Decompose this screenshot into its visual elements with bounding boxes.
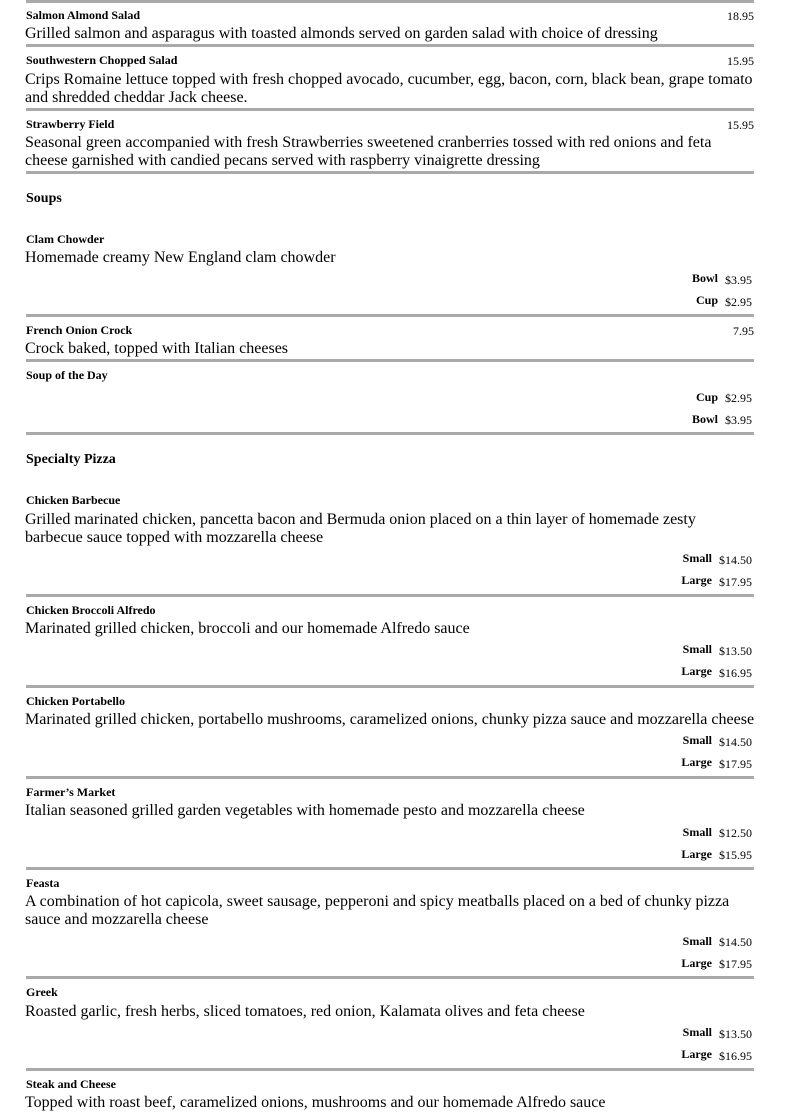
item-name: Salmon Almond Salad	[26, 8, 141, 22]
divider	[26, 432, 754, 435]
size-price: $2.95	[725, 295, 752, 309]
size-price: $15.95	[719, 848, 752, 862]
size-price: $17.95	[719, 957, 752, 971]
size-label: Small	[682, 934, 712, 948]
item-price: 7.95	[733, 324, 754, 338]
item-name: Strawberry Field	[26, 117, 115, 131]
size-label: Small	[682, 733, 712, 747]
size-label: Bowl	[691, 271, 718, 285]
size-price: $13.50	[719, 644, 752, 658]
divider	[26, 776, 754, 779]
size-price: $2.95	[725, 391, 752, 405]
divider	[26, 867, 754, 870]
item-price: 15.95	[727, 54, 754, 68]
item-name: Chicken Barbecue	[26, 493, 121, 507]
divider	[26, 0, 754, 3]
size-price: $17.95	[719, 757, 752, 771]
item-name: Soup of the Day	[26, 368, 108, 382]
item-description: Homemade creamy New England clam chowder	[25, 249, 336, 266]
item-description: Crock baked, topped with Italian cheeses	[25, 340, 289, 357]
item-name: Southwestern Chopped Salad	[26, 53, 178, 67]
size-label: Large	[681, 573, 712, 587]
item-description: Seasonal green accompanied with fresh Strawberries sweetened cranberries tossed with red onions and feta cheese garnished with candied pecans served with raspberry vinaigrette dressing	[25, 134, 712, 169]
item-name: Chicken Portabello	[26, 694, 125, 708]
divider	[26, 314, 754, 317]
item-name: Greek	[26, 985, 58, 999]
size-price: $3.95	[725, 273, 752, 287]
item-name: Steak and Cheese	[26, 1077, 117, 1091]
size-price: $14.50	[719, 735, 752, 749]
size-label: Large	[681, 847, 712, 861]
section-title-pizza: Specialty Pizza	[26, 452, 116, 467]
size-price: $12.50	[719, 826, 752, 840]
item-description: Roasted garlic, fresh herbs, sliced tomatoes, red onion, Kalamata olives and feta cheese	[25, 1003, 585, 1020]
size-price: $16.95	[719, 666, 752, 680]
size-label: Cup	[695, 390, 718, 404]
size-price: $14.50	[719, 935, 752, 949]
size-price: $14.50	[719, 553, 752, 567]
item-description: Marinated grilled chicken, broccoli and our homemade Alfredo sauce	[25, 620, 470, 637]
item-name: Feasta	[26, 876, 60, 890]
size-price: $3.95	[725, 413, 752, 427]
item-description: Crips Romaine lettuce topped with fresh chopped avocado, cucumber, egg, bacon, corn, black bean, grape tomato and shredded cheddar Jack cheese.	[25, 71, 753, 106]
item-description: Italian seasoned grilled garden vegetables with homemade pesto and mozzarella cheese	[25, 802, 585, 819]
item-price: 18.95	[727, 9, 754, 23]
item-description: A combination of hot capicola, sweet sausage, pepperoni and spicy meatballs placed on a bed of chunky pizza sauce and mozzarella cheese	[25, 893, 730, 928]
item-name: French Onion Crock	[26, 323, 133, 337]
size-label: Large	[681, 956, 712, 970]
item-price: 15.95	[727, 118, 754, 132]
size-label: Large	[681, 664, 712, 678]
size-price: $17.95	[719, 575, 752, 589]
item-name: Clam Chowder	[26, 232, 105, 246]
divider	[26, 44, 754, 47]
divider	[26, 359, 754, 362]
size-price: $16.95	[719, 1049, 752, 1063]
divider	[26, 976, 754, 979]
size-price: $13.50	[719, 1027, 752, 1041]
size-label: Large	[681, 1047, 712, 1061]
size-label: Small	[682, 642, 712, 656]
item-description: Grilled salmon and asparagus with toasted almonds served on garden salad with choice of dressing	[25, 25, 658, 42]
item-description: Marinated grilled chicken, portabello mushrooms, caramelized onions, chunky pizza sauce and mozzarella cheese	[25, 711, 755, 728]
item-description: Topped with roast beef, caramelized onions, mushrooms and our homemade Alfredo sauce	[25, 1094, 606, 1111]
divider	[26, 171, 754, 174]
size-label: Small	[682, 1025, 712, 1039]
size-label: Small	[682, 551, 712, 565]
item-description: Grilled marinated chicken, pancetta bacon and Bermuda onion placed on a thin layer of homemade zesty barbecue sauce topped with mozzarella cheese	[25, 511, 696, 546]
divider	[26, 108, 754, 111]
divider	[26, 594, 754, 597]
size-label: Small	[682, 825, 712, 839]
size-label: Large	[681, 755, 712, 769]
item-name: Chicken Broccoli Alfredo	[26, 603, 156, 617]
section-title-soups: Soups	[26, 191, 62, 206]
divider	[26, 1068, 754, 1071]
size-label: Cup	[695, 293, 718, 307]
item-name: Farmer’s Market	[26, 785, 116, 799]
divider	[26, 685, 754, 688]
size-label: Bowl	[691, 412, 718, 426]
